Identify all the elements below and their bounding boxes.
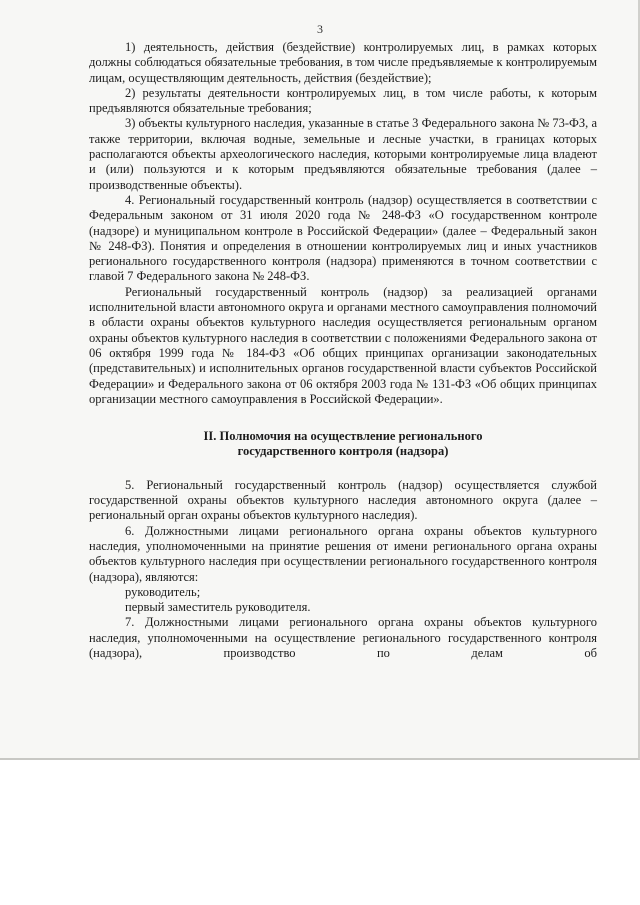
paragraph-item-2: 2) результаты деятельности контролируемых лиц, в том числе работы, к которым предъявляются обязательные требования; — [89, 85, 597, 116]
section-heading-line-1: II. Полномочия на осуществление регионального — [203, 429, 483, 444]
list-item-first-deputy: первый заместитель руководителя. — [125, 600, 311, 615]
paragraph-clause-5: 5. Региональный государственный контроль (надзор) осуществляется службой государственной охраны объектов культурного наследия автономного округа (далее – региональный орган охраны объектов культурного наследия). — [89, 477, 597, 523]
page-number: 3 — [317, 22, 323, 36]
paragraph-clause-4: 4. Региональный государственный контроль (надзор) осуществляется в соответствии с Федеральным законом от 31 июля 2020 года № 248-ФЗ «О государственном контроле (надзоре) и муниципальном контроле в Российской Федерации» (далее – Федеральный закон № 248-ФЗ). Понятия и определения в отношении контролируемых лиц и иных участников регионального государственного контроля (надзора) применяются в точном соответствии с главой 7 Федерального закона № 248-ФЗ. — [89, 192, 597, 284]
document-body — [89, 40, 597, 661]
paragraph-item-1: 1) деятельность, действия (бездействие) контролируемых лиц, в рамках которых должны соблюдаться обязательные требования, в том числе предъявляемые к контролируемым лицам, осуществляющим деятельность, действия (бездействие); — [89, 40, 597, 85]
section-heading — [89, 429, 597, 460]
paragraph-clause-7: 7. Должностными лицами регионального органа охраны объектов культурного наследия, уполномоченными на осуществление регионального государственного контроля (надзора), производство по делам об — [89, 615, 597, 660]
paragraph-regional-control: Региональный государственный контроль (надзор) за реализацией органами исполнительной власти автономного округа и органами местного самоуправления полномочий в области охраны объектов культурного наследия осуществляется региональным органом охраны объектов культурного наследия в соответствии с положениями Федерального закона от 06 октября 1999 года № 184-ФЗ «Об общих принципах организации законодательных (представительных) и исполнительных органов государственной власти субъектов Российской Федерации» и Федерального закона от 06 октября 2003 года № 131-ФЗ «Об общих принципах организации местного самоуправления в Российской Федерации». — [89, 284, 597, 406]
list-item-head: руководитель; — [125, 584, 201, 599]
paragraph-clause-6: 6. Должностными лицами регионального органа охраны объектов культурного наследия, уполномоченными на принятие решения от имени регионального органа охраны объектов культурного наследия при осуществлении регионального государственного контроля (надзора), являются: — [89, 523, 597, 584]
paragraph-item-3: 3) объекты культурного наследия, указанные в статье 3 Федерального закона № 73-ФЗ, а также территории, включая водные, земельные и лесные участки, в границах которых располагаются объекты археологического наследия, которыми контролируемые лица владеют и (или) пользуются и к которым предъявляются обязательные требования (далее – производственные объекты). — [89, 116, 597, 192]
section-heading-line-2: государственного контроля (надзора) — [237, 444, 449, 459]
